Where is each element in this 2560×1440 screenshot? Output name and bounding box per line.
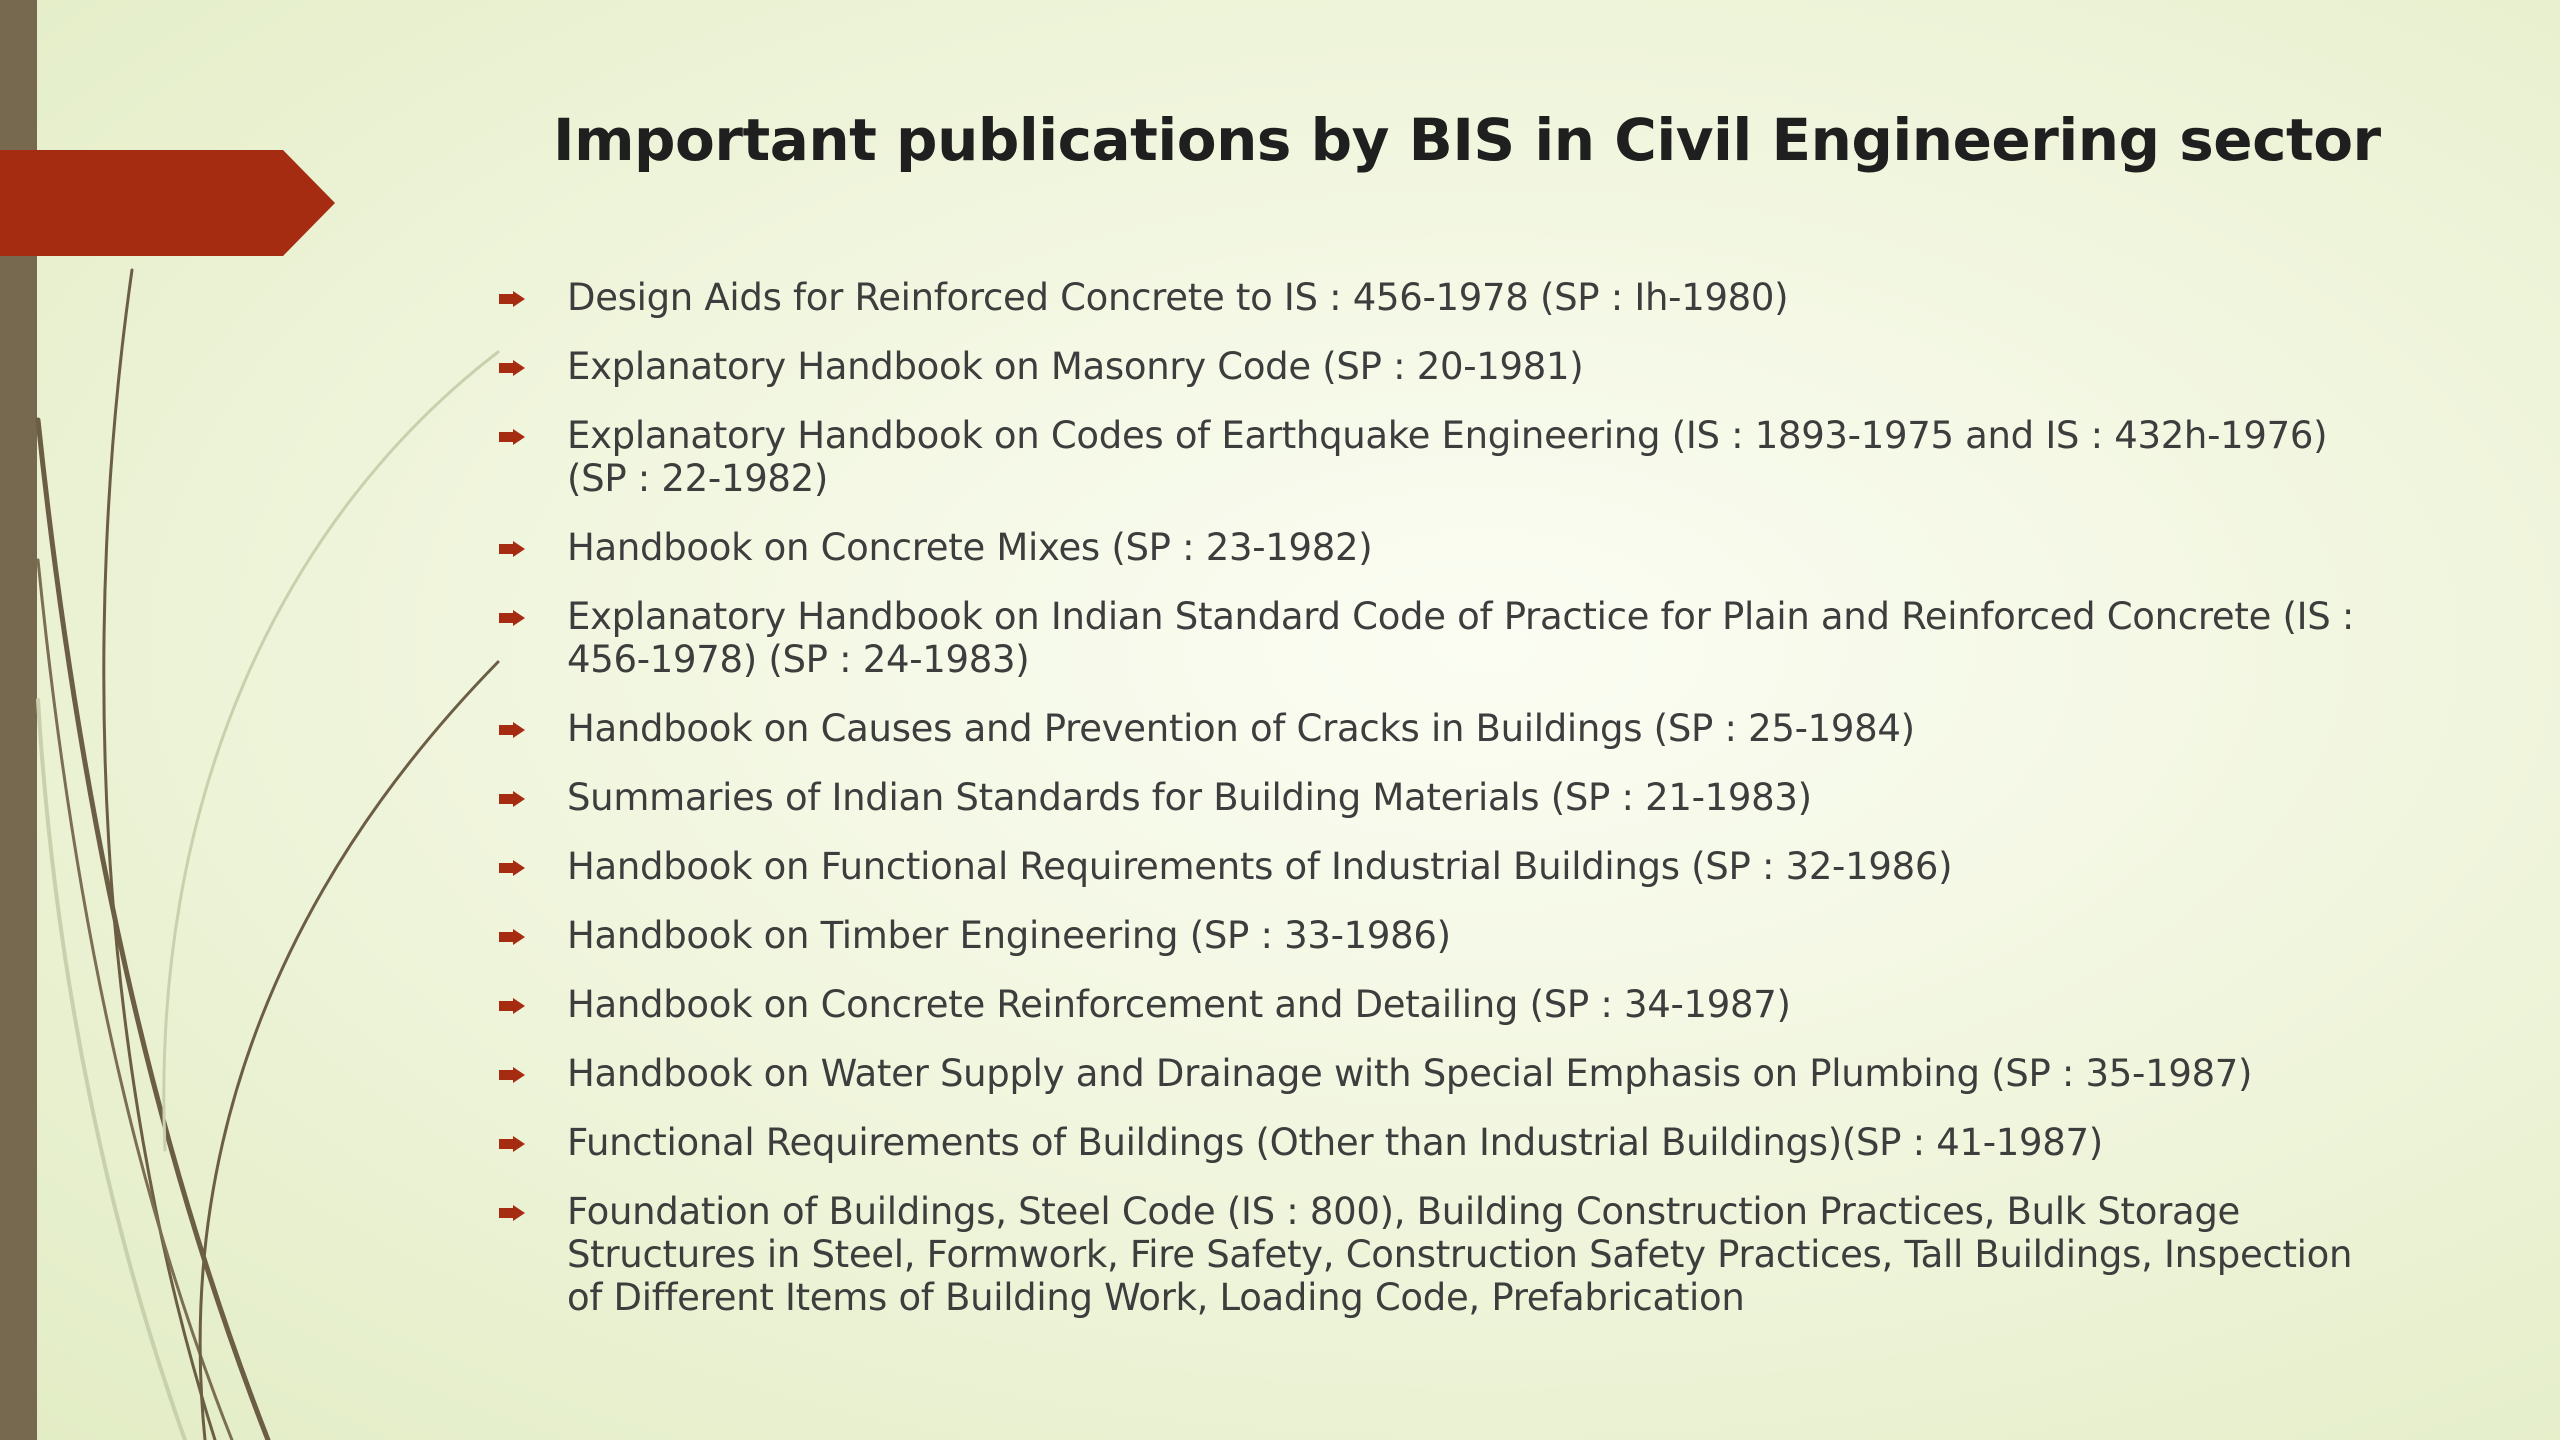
- list-item-text: Foundation of Buildings, Steel Code (IS : 800), Building Construction Practices, Bulk Storage Structures in Steel, Formwork, Fire Safety, Construction Safety Practices, Tall Buildings, Inspection of Different Items of Building Work, Loading Code, Prefabrication: [567, 1190, 2353, 1319]
- list-item-text: Handbook on Water Supply and Drainage with Special Emphasis on Plumbing (SP : 35-1987): [567, 1052, 2253, 1095]
- list-item-text: Handbook on Timber Engineering (SP : 33-1986): [567, 914, 1451, 957]
- list-item: [495, 1190, 2375, 1319]
- list-item-text: Functional Requirements of Buildings (Other than Industrial Buildings)(SP : 41-1987): [567, 1121, 2103, 1164]
- list-item-text: Handbook on Functional Requirements of Industrial Buildings (SP : 32-1986): [567, 845, 1953, 888]
- list-item: [495, 914, 2375, 957]
- list-item: [495, 1121, 2375, 1164]
- list-item-text: Handbook on Concrete Mixes (SP : 23-1982): [567, 526, 1373, 569]
- arrow-bullet-icon: [499, 360, 525, 376]
- list-item: [495, 345, 2375, 388]
- arrow-bullet-icon: [499, 860, 525, 876]
- arrow-bullet-icon: [499, 998, 525, 1014]
- publications-list: [495, 276, 2375, 1345]
- list-item: [495, 414, 2375, 500]
- arrow-bullet-icon: [499, 791, 525, 807]
- list-item-text: Explanatory Handbook on Masonry Code (SP : 20-1981): [567, 345, 1584, 388]
- slide-title: Important publications by BIS in Civil Engineering sector: [553, 106, 2381, 174]
- arrow-bullet-icon: [499, 429, 525, 445]
- arrow-bullet-icon: [499, 541, 525, 557]
- list-item-text: Handbook on Concrete Reinforcement and Detailing (SP : 34-1987): [567, 983, 1791, 1026]
- list-item: [495, 1052, 2375, 1095]
- red-arrow-banner: [0, 150, 335, 256]
- list-item-text: Explanatory Handbook on Indian Standard Code of Practice for Plain and Reinforced Concrete (IS : 456-1978) (SP : 24-1983): [567, 595, 2355, 681]
- list-item: [495, 776, 2375, 819]
- list-item: [495, 276, 2375, 319]
- arrow-bullet-icon: [499, 722, 525, 738]
- list-item: [495, 595, 2375, 681]
- arrow-bullet-icon: [499, 610, 525, 626]
- arrow-bullet-icon: [499, 1067, 525, 1083]
- list-item-text: Summaries of Indian Standards for Building Materials (SP : 21-1983): [567, 776, 1812, 819]
- arrow-bullet-icon: [499, 929, 525, 945]
- arrow-bullet-icon: [499, 1136, 525, 1152]
- arrow-bullet-icon: [499, 1205, 525, 1221]
- list-item: [495, 526, 2375, 569]
- list-item-text: Explanatory Handbook on Codes of Earthquake Engineering (IS : 1893-1975 and IS : 432h-1976) (SP : 22-1982): [567, 414, 2328, 500]
- list-item: [495, 983, 2375, 1026]
- list-item: [495, 707, 2375, 750]
- list-item-text: Handbook on Causes and Prevention of Cracks in Buildings (SP : 25-1984): [567, 707, 1915, 750]
- list-item-text: Design Aids for Reinforced Concrete to IS : 456-1978 (SP : Ih-1980): [567, 276, 1789, 319]
- list-item: [495, 845, 2375, 888]
- arrow-bullet-icon: [499, 291, 525, 307]
